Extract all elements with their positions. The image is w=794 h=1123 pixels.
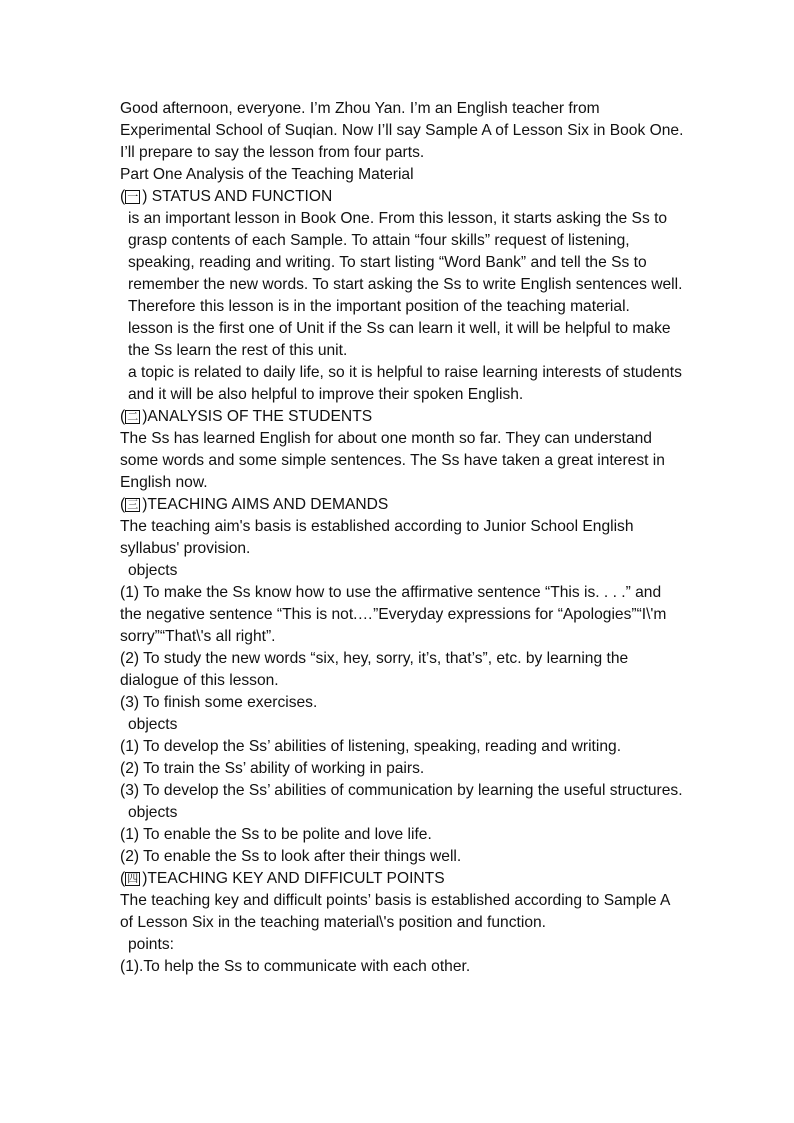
list-item: (1) To enable the Ss to be polite and love life.	[120, 826, 432, 843]
section-title: ANALYSIS OF THE STUDENTS	[147, 408, 373, 425]
section-heading-key-points: ( 四 )TEACHING KEY AND DIFFICULT POINTS	[120, 870, 445, 887]
section-title: TEACHING KEY AND DIFFICULT POINTS	[147, 870, 445, 887]
students-paragraph: The Ss has learned English for about one month so far. They can understand some words and some simple sentences. The Ss have taken a great interest in English now.	[120, 430, 665, 491]
objects-label-1: objects	[128, 562, 178, 579]
objects-label-2: objects	[128, 716, 178, 733]
section-heading-aims: ( 三 )TEACHING AIMS AND DEMANDS	[120, 496, 389, 513]
section-title: TEACHING AIMS AND DEMANDS	[147, 496, 389, 513]
status-paragraph-2: lesson is the first one of Unit if the Ss can learn it well, it will be helpful to make the Ss learn the rest of this unit.	[128, 320, 671, 359]
status-paragraph-1: is an important lesson in Book One. From this lesson, it starts asking the Ss to grasp contents of each Sample. To attain “four skills” request of listening, speaking, reading and writing. To start listing “Word Bank” and tell the Ss to remember the new words. To start asking the Ss to write English sentences well. Therefore this lesson is in the important position of the teaching material.	[128, 210, 683, 315]
list-item: (2) To study the new words “six, hey, sorry, it’s, that’s”, etc. by learning the dialogue of this lesson.	[120, 650, 629, 689]
points-label: points:	[128, 936, 174, 953]
document-page	[120, 98, 685, 978]
list-item: (1) To develop the Ss’ abilities of listening, speaking, reading and writing.	[120, 738, 622, 755]
section-heading-status: ( 一 ) STATUS AND FUNCTION	[120, 188, 333, 205]
section-title: STATUS AND FUNCTION	[151, 188, 333, 205]
list-item: (3) To finish some exercises.	[120, 694, 318, 711]
section-number: 一	[127, 191, 139, 203]
list-item: (1).To help the Ss to communicate with each other.	[120, 958, 471, 975]
section-number: 三	[127, 499, 139, 511]
key-points-basis: The teaching key and difficult points’ basis is established according to Sample A of Lesson Six in the teaching material\'s position and function.	[120, 892, 670, 931]
list-item: (2) To enable the Ss to look after their things well.	[120, 848, 462, 865]
aims-basis: The teaching aim's basis is established according to Junior School English syllabus' provision.	[120, 518, 634, 557]
status-paragraph-3: a topic is related to daily life, so it is helpful to raise learning interests of students and it will be also helpful to improve their spoken English.	[128, 364, 682, 403]
intro-paragraph: Good afternoon, everyone. I’m Zhou Yan. I’m an English teacher from Experimental School of Suqian. Now I’ll say Sample A of Lesson Six in Book One. I’ll prepare to say the lesson from four parts.	[120, 100, 684, 161]
section-heading-students: ( 二 )ANALYSIS OF THE STUDENTS	[120, 408, 373, 425]
section-number: 二	[127, 411, 139, 423]
part-one-title: Part One Analysis of the Teaching Material	[120, 166, 414, 183]
list-item: (2) To train the Ss’ ability of working in pairs.	[120, 760, 425, 777]
objects-label-3: objects	[128, 804, 178, 821]
list-item: (3) To develop the Ss’ abilities of communication by learning the useful structures.	[120, 782, 683, 799]
section-number: 四	[127, 873, 139, 885]
list-item: (1) To make the Ss know how to use the affirmative sentence “This is. . . .” and the negative sentence “This is not.…”Everyday expressions for “Apologies”“I\'m sorry”“That\'s all right”.	[120, 584, 667, 645]
